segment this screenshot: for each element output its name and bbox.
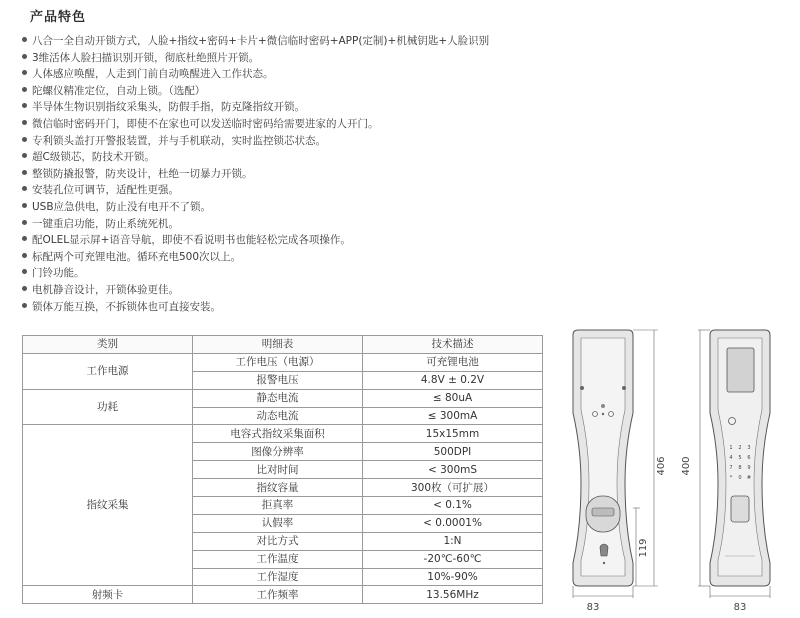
keyhole-icon <box>600 544 608 556</box>
feature-text: 电机静音设计，开锁体验更佳。 <box>32 283 179 296</box>
feature-item <box>22 33 562 50</box>
feature-text: 锁体万能互换，不拆锁体也可直接安装。 <box>32 300 221 313</box>
table-row <box>23 353 543 371</box>
bullet-icon <box>22 269 27 274</box>
bullet-icon <box>22 170 27 175</box>
keypad-key: * <box>729 475 733 481</box>
description-cell: 1:N <box>363 532 543 550</box>
detail-cell: 工作温度 <box>193 550 363 568</box>
bullet-icon <box>22 87 27 92</box>
feature-text: 半导体生物识别指纹采集头，防假手指，防克隆指纹开锁。 <box>32 101 305 114</box>
bullet-icon <box>22 236 27 241</box>
section-title: 产品特色 <box>30 10 87 25</box>
description-cell: < 0.0001% <box>363 514 543 532</box>
feature-text: 标配两个可充锂电池。循环充电500次以上。 <box>32 250 242 263</box>
bullet-icon <box>22 137 27 142</box>
detail-cell: 图像分辨率 <box>193 443 363 461</box>
bullet-icon <box>22 70 27 75</box>
feature-item <box>22 182 562 199</box>
feature-text: USB应急供电，防止没有电开不了锁。 <box>32 200 212 213</box>
keypad-key: 0 <box>738 475 742 481</box>
feature-item <box>22 133 562 150</box>
header-detail: 明细表 <box>193 336 363 354</box>
feature-item <box>22 166 562 183</box>
detail-cell: 报警电压 <box>193 371 363 389</box>
category-cell: 工作电源 <box>23 353 193 389</box>
bullet-icon <box>22 37 27 42</box>
bullet-icon <box>22 220 27 225</box>
front-height-label: 400 <box>681 456 692 476</box>
feature-list <box>22 33 562 315</box>
feature-item <box>22 282 562 299</box>
feature-text: 配OLEL显示屏+语音导航，即使不看说明书也能轻松完成各项操作。 <box>32 234 351 247</box>
description-cell: 13.56MHz <box>363 586 543 604</box>
description-cell: 10%-90% <box>363 568 543 586</box>
screen-icon <box>727 348 754 392</box>
keypad-key: 2 <box>738 445 742 451</box>
detail-cell: 认假率 <box>193 514 363 532</box>
detail-cell: 动态电流 <box>193 407 363 425</box>
lock-technical-drawing <box>560 318 800 618</box>
feature-text: 整锁防撬报警，防夹设计，杜绝一切暴力开锁。 <box>32 167 253 180</box>
spec-table <box>22 335 543 604</box>
feature-item <box>22 50 562 67</box>
detail-cell: 工作频率 <box>193 586 363 604</box>
keypad-key: 1 <box>729 445 733 451</box>
keypad-key: 3 <box>747 445 751 451</box>
keypad-key: # <box>746 475 752 481</box>
detail-cell: 指纹容量 <box>193 479 363 497</box>
description-cell: 500DPI <box>363 443 543 461</box>
detail-cell: 拒真率 <box>193 497 363 515</box>
fingerprint-sensor-icon <box>731 496 749 522</box>
feature-text: 超C级锁芯，防技术开锁。 <box>32 151 155 164</box>
feature-item <box>22 83 562 100</box>
description-cell: < 0.1% <box>363 497 543 515</box>
category-cell: 功耗 <box>23 389 193 425</box>
feature-item <box>22 66 562 83</box>
feature-item <box>22 99 562 116</box>
screw-icon <box>580 386 584 390</box>
bullet-icon <box>22 153 27 158</box>
table-header-row <box>23 336 543 354</box>
header-description: 技术描述 <box>363 336 543 354</box>
bullet-icon <box>22 103 27 108</box>
detail-cell: 对比方式 <box>193 532 363 550</box>
description-cell: ≤ 80uA <box>363 389 543 407</box>
feature-text: 微信临时密码开门，即使不在家也可以发送临时密码给需要进家的人开门。 <box>32 117 379 130</box>
detail-cell: 比对时间 <box>193 461 363 479</box>
feature-item <box>22 199 562 216</box>
screw-icon <box>622 386 626 390</box>
feature-item <box>22 265 562 282</box>
description-cell: 15x15mm <box>363 425 543 443</box>
front-width-label: 83 <box>733 602 747 613</box>
feature-text: 一键重启功能，防止系统死机。 <box>32 217 179 230</box>
feature-item <box>22 249 562 266</box>
feature-text: 门铃功能。 <box>32 267 85 280</box>
keypad-key: 8 <box>738 465 742 471</box>
keypad-key: 4 <box>729 455 733 461</box>
table-row <box>23 425 543 443</box>
description-cell: 可充锂电池 <box>363 353 543 371</box>
feature-text: 人体感应唤醒，人走到门前自动唤醒进入工作状态。 <box>32 68 274 81</box>
bullet-icon <box>22 253 27 258</box>
description-cell: 4.8V ± 0.2V <box>363 371 543 389</box>
category-cell: 射频卡 <box>23 586 193 604</box>
feature-text: 陀螺仪精准定位，自动上锁。（选配） <box>32 84 206 97</box>
back-width-label: 83 <box>586 602 600 613</box>
description-cell: ≤ 300mA <box>363 407 543 425</box>
category-cell: 指纹采集 <box>23 425 193 586</box>
bullet-icon <box>22 120 27 125</box>
detail-cell: 静态电流 <box>193 389 363 407</box>
feature-text: 专利锁头盖打开警报装置，并与手机联动，实时监控锁芯状态。 <box>32 134 326 147</box>
handle-height-label: 119 <box>638 538 649 558</box>
feature-item <box>22 232 562 249</box>
detail-cell: 工作湿度 <box>193 568 363 586</box>
feature-item <box>22 216 562 233</box>
feature-item <box>22 116 562 133</box>
table-row <box>23 586 543 604</box>
feature-text: 八合一全自动开锁方式，人脸+指纹+密码+卡片+微信临时密码+APP(定制)+机械钥匙+人脸识别 <box>32 35 490 47</box>
description-cell: -20℃-60℃ <box>363 550 543 568</box>
keypad-key: 5 <box>738 455 742 461</box>
feature-item <box>22 299 562 316</box>
description-cell: < 300mS <box>363 461 543 479</box>
lock-back-view <box>573 330 633 586</box>
bullet-icon <box>22 54 27 59</box>
table-row <box>23 389 543 407</box>
back-height-label: 406 <box>656 456 667 476</box>
keypad-key: 7 <box>729 465 733 471</box>
lock-front-view <box>710 330 770 586</box>
keypad-key: 9 <box>747 465 751 471</box>
keypad-key: 6 <box>747 455 751 461</box>
bullet-icon <box>22 203 27 208</box>
header-category: 类别 <box>23 336 193 354</box>
feature-item <box>22 149 562 166</box>
bullet-icon <box>22 286 27 291</box>
description-cell: 300枚（可扩展） <box>363 479 543 497</box>
feature-text: 3维活体人脸扫描识别开锁，彻底杜绝照片开锁。 <box>32 51 260 64</box>
feature-text: 安装孔位可调节，适配性更强。 <box>32 184 179 197</box>
bullet-icon <box>22 303 27 308</box>
detail-cell: 电容式指纹采集面积 <box>193 425 363 443</box>
bullet-icon <box>22 186 27 191</box>
detail-cell: 工作电压（电源） <box>193 353 363 371</box>
